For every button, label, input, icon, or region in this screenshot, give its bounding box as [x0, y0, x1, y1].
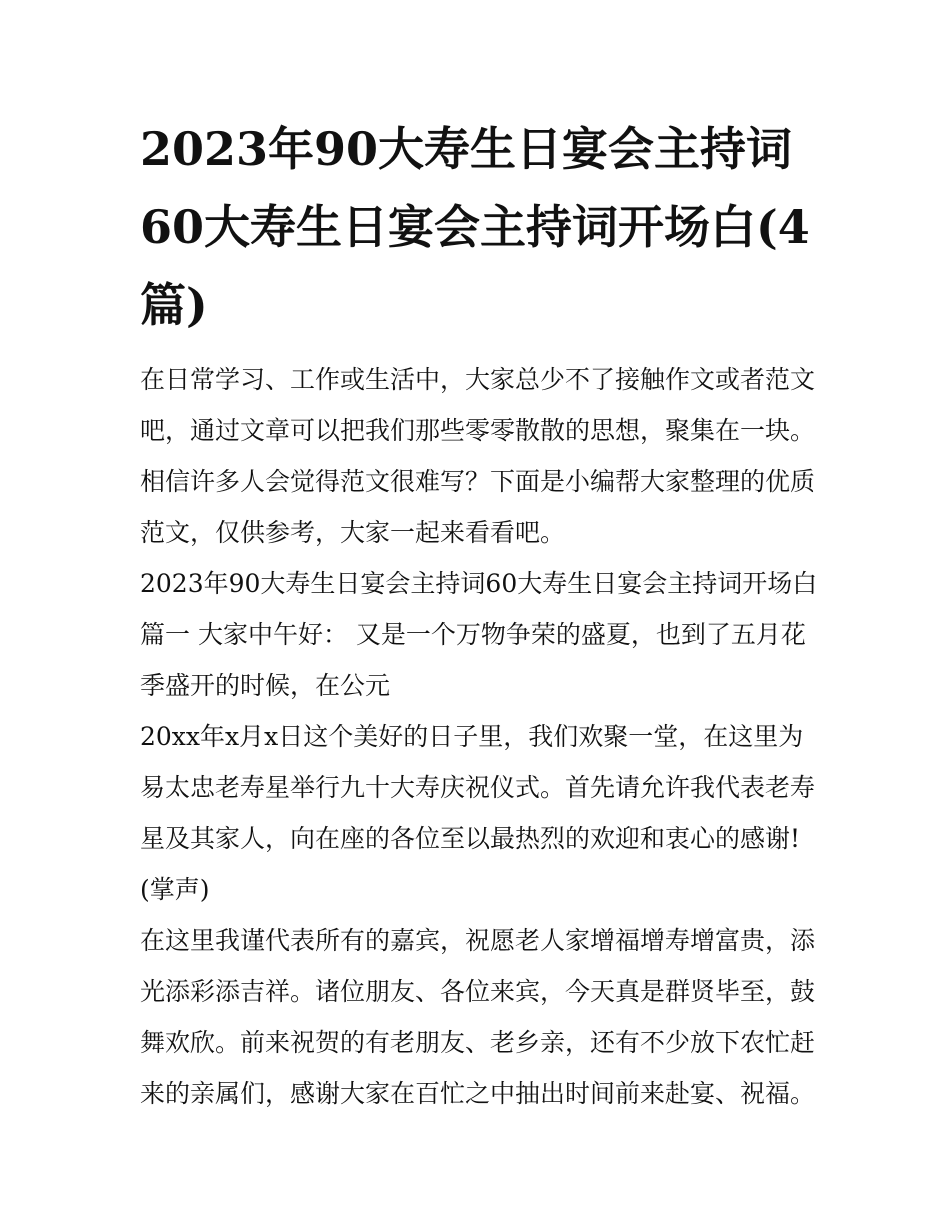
- document-page: [140, 110, 820, 1119]
- body-paragraph-2: 20xx年x月x日这个美好的日子里，我们欢聚一堂，在这里为易太忠老寿星举行九十大寿庆祝仪式。首先请允许我代表老寿星及其家人，向在座的各位至以最热烈的欢迎和衷心的感谢!: [140, 722, 816, 853]
- body-paragraph-4: 在这里我谨代表所有的嘉宾，祝愿老人家增福增寿增富贵，添光添彩添吉祥。诸位朋友、各位来宾，今天真是群贤毕至，鼓舞欢欣。前来祝贺的有老朋友、老乡亲，还有不少放下农忙赶来的亲属们，感谢大家在百忙之中抽出时间前来赴宴、祝福。: [140, 926, 816, 1108]
- intro-paragraph: 在日常学习、工作或生活中，大家总少不了接触作文或者范文吧，通过文章可以把我们那些零零散散的思想，聚集在一块。相信许多人会觉得范文很难写？下面是小编帮大家整理的优质范文，仅供参考，大家一起来看看吧。: [140, 365, 816, 547]
- document-title: 2023年90大寿生日宴会主持词60大寿生日宴会主持词开场白(4篇): [140, 122, 810, 332]
- body-paragraph-3: (掌声): [140, 875, 210, 904]
- body-paragraph-1: 2023年90大寿生日宴会主持词60大寿生日宴会主持词开场白篇一 大家中午好： 又是一个万物争荣的盛夏，也到了五月花季盛开的时候，在公元: [140, 569, 818, 700]
